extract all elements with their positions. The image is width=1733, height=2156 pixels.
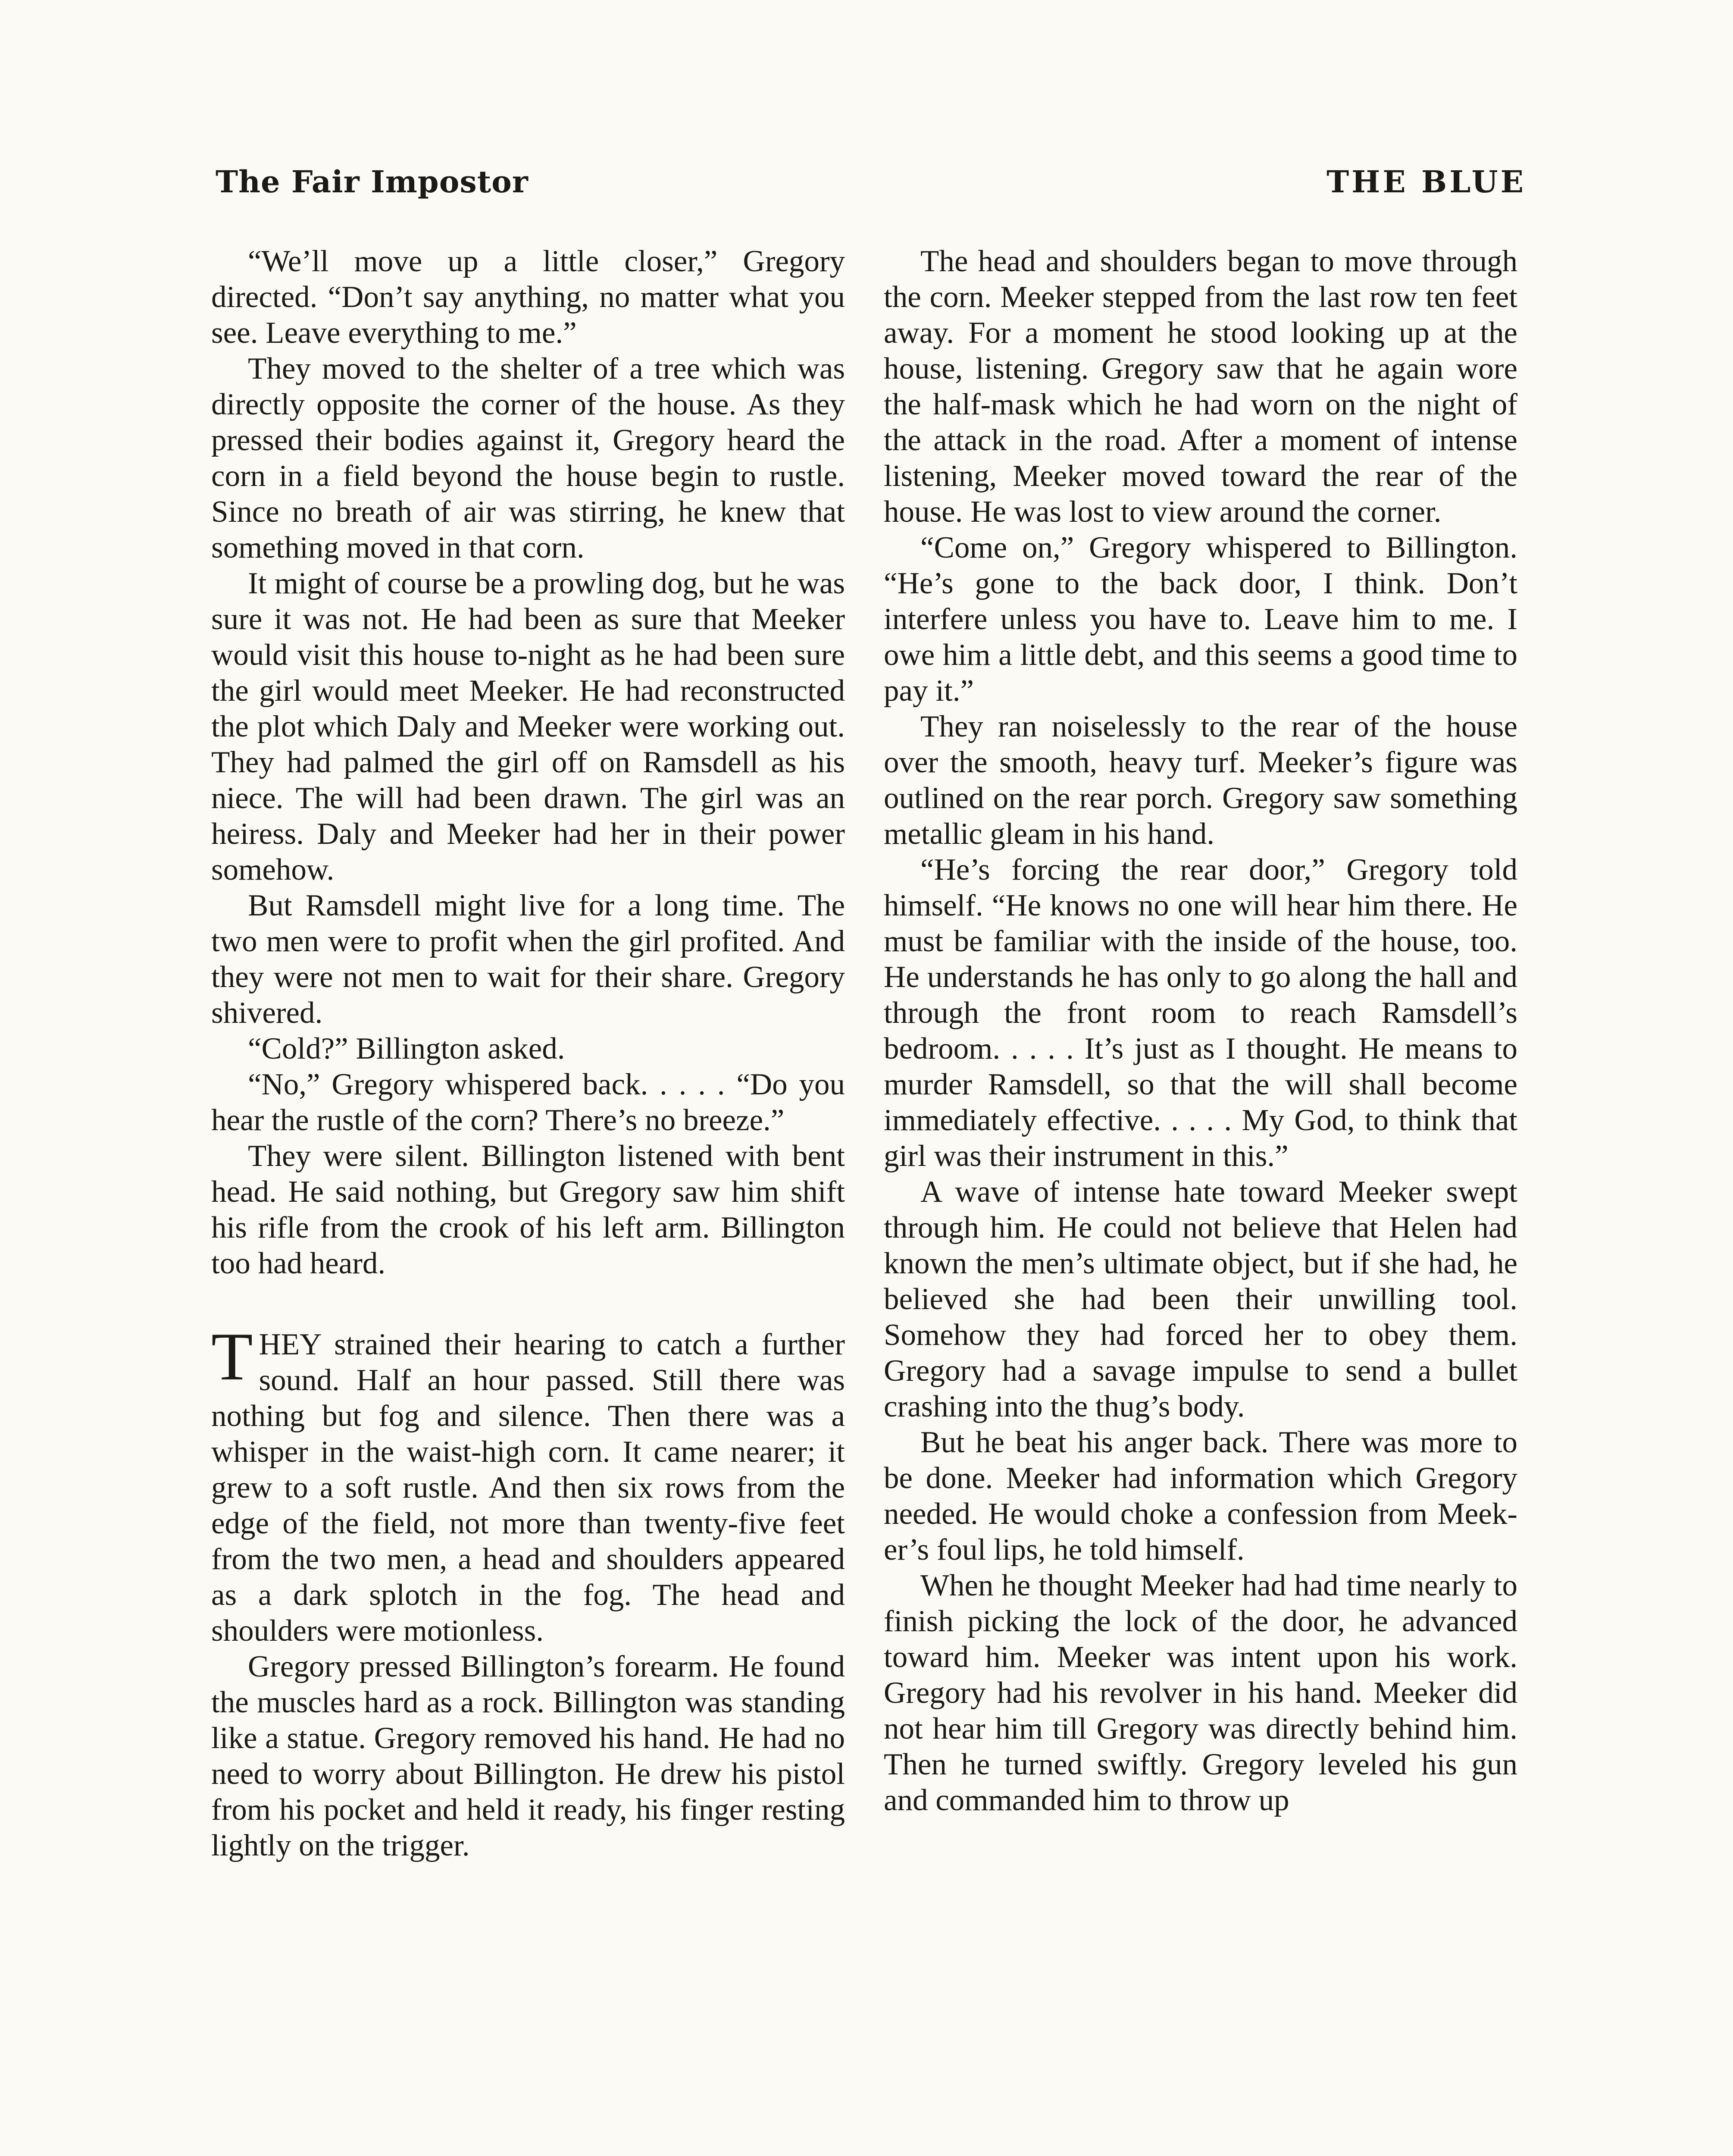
paragraph-text: strained their hearing to catch a further sound. Half an hour passed. Still there was nothing but fog and silence. Then there was a whisper in the waist-high corn. It came nearer; it grew to a soft rustle. And then six rows from the edge of the field, not more than twenty-five feet from the two men, a head and shoulders appeared as a dark splotch in the fog. The head and shoulders were motionless. (211, 1328, 845, 1648)
paragraph: “Cold?” Billington asked. (248, 1032, 565, 1065)
paragraph: Gregory pressed Billington’s forearm. He found the muscles hard as a rock. Billington was standing like a statue. Gregory removed his hand. He had no need to worry about Billington. He drew his pistol from his pocket and held it ready, his finger resting lightly on the trigger. (211, 1650, 845, 1862)
left-column (211, 244, 845, 1864)
paragraph: It might of course be a prowling dog, but he was sure it was not. He had been as sure that Meeker would visit this house to-night as he had been sure the girl would meet Meeker. He had reconstructed the plot which Daly and Meeker were working out. They had palmed the girl off on Ramsdell as his niece. The will had been drawn. The girl was an heiress. Daly and Meeker had her in their power somehow. (211, 567, 845, 887)
paragraph: But he beat his anger back. There was more to be done. Meeker had information which Gregory needed. He would choke a confession from Meeker’s foul lips, he told himself. (884, 1426, 1517, 1567)
section-break (211, 1282, 845, 1327)
magazine-name: THE BLUE (1326, 164, 1526, 200)
paragraph: “Come on,” Gregory whispered to Billington. “He’s gone to the back door, I think. Don’t interfere unless you have to. Leave him to me. I owe him a little debt, and this seems a good time to pay it.” (884, 531, 1517, 708)
paragraph: A wave of intense hate toward Meeker swept through him. He could not believe that Helen had known the men’s ultimate object, but if she had, he believed she had been their unwilling tool. Somehow they had forced her to obey them. Gregory had a savage impulse to send a bullet crashing into the thug’s body. (884, 1175, 1517, 1423)
drop-cap: T (211, 1319, 253, 1395)
paragraph: They moved to the shelter of a tree which was directly opposite the corner of the house. As they pressed their bodies against it, Gregory heard the corn in a field beyond the house begin to rustle. Since no breath of air was stirring, he knew that something moved in that corn. (211, 352, 845, 564)
section-opening-paragraph (211, 1319, 845, 1649)
paragraph: “We’ll move up a little closer,” Gregory directed. “Don’t say anything, no matter what you see. Leave everything to me.” (211, 244, 845, 350)
paragraph: “He’s forcing the rear door,” Gregory told himself. “He knows no one will hear him there. He must be familiar with the inside of the house, too. He understands he has only to go along the hall and through the front room to reach Ramsdell’s bedroom. . . . . It’s just as I thought. He means to murder Ramsdell, so that the will shall become immediately effective. . . . . My God, to think that girl was their instrument in this.” (884, 853, 1517, 1173)
small-caps-lead: HEY (259, 1328, 321, 1361)
right-column (884, 244, 1517, 1818)
story-title: The Fair Impostor (216, 164, 529, 200)
paragraph: They were silent. Billington listened with bent head. He said nothing, but Gregory saw him shift his rifle from the crook of his left arm. Billington too had heard. (211, 1139, 845, 1280)
paragraph: They ran noiselessly to the rear of the house over the smooth, heavy turf. Meeker’s figure was outlined on the rear porch. Gregory saw something metallic gleam in his hand. (884, 710, 1517, 851)
paragraph: When he thought Meeker had had time nearly to finish picking the lock of the door, he advanced toward him. Meeker was intent upon his work. Gregory had his revolver in his hand. Meeker did not hear him till Gregory was directly behind him. Then he turned swiftly. Gregory leveled his gun and commanded him to throw up (884, 1569, 1517, 1817)
paragraph: But Ramsdell might live for a long time. The two men were to profit when the girl profited. And they were not men to wait for their share. Gregory shivered. (211, 889, 845, 1030)
paragraph: “No,” Gregory whispered back. . . . . “Do you hear the rustle of the corn? There’s no breeze.” (211, 1068, 845, 1137)
paragraph: The head and shoulders began to move through the corn. Meeker stepped from the last row ten feet away. For a moment he stood looking up at the house, listening. Gregory saw that he again wore the half-mask which he had worn on the night of the attack in the road. After a moment of intense listening, Meeker moved toward the rear of the house. He was lost to view around the corner. (884, 244, 1517, 529)
